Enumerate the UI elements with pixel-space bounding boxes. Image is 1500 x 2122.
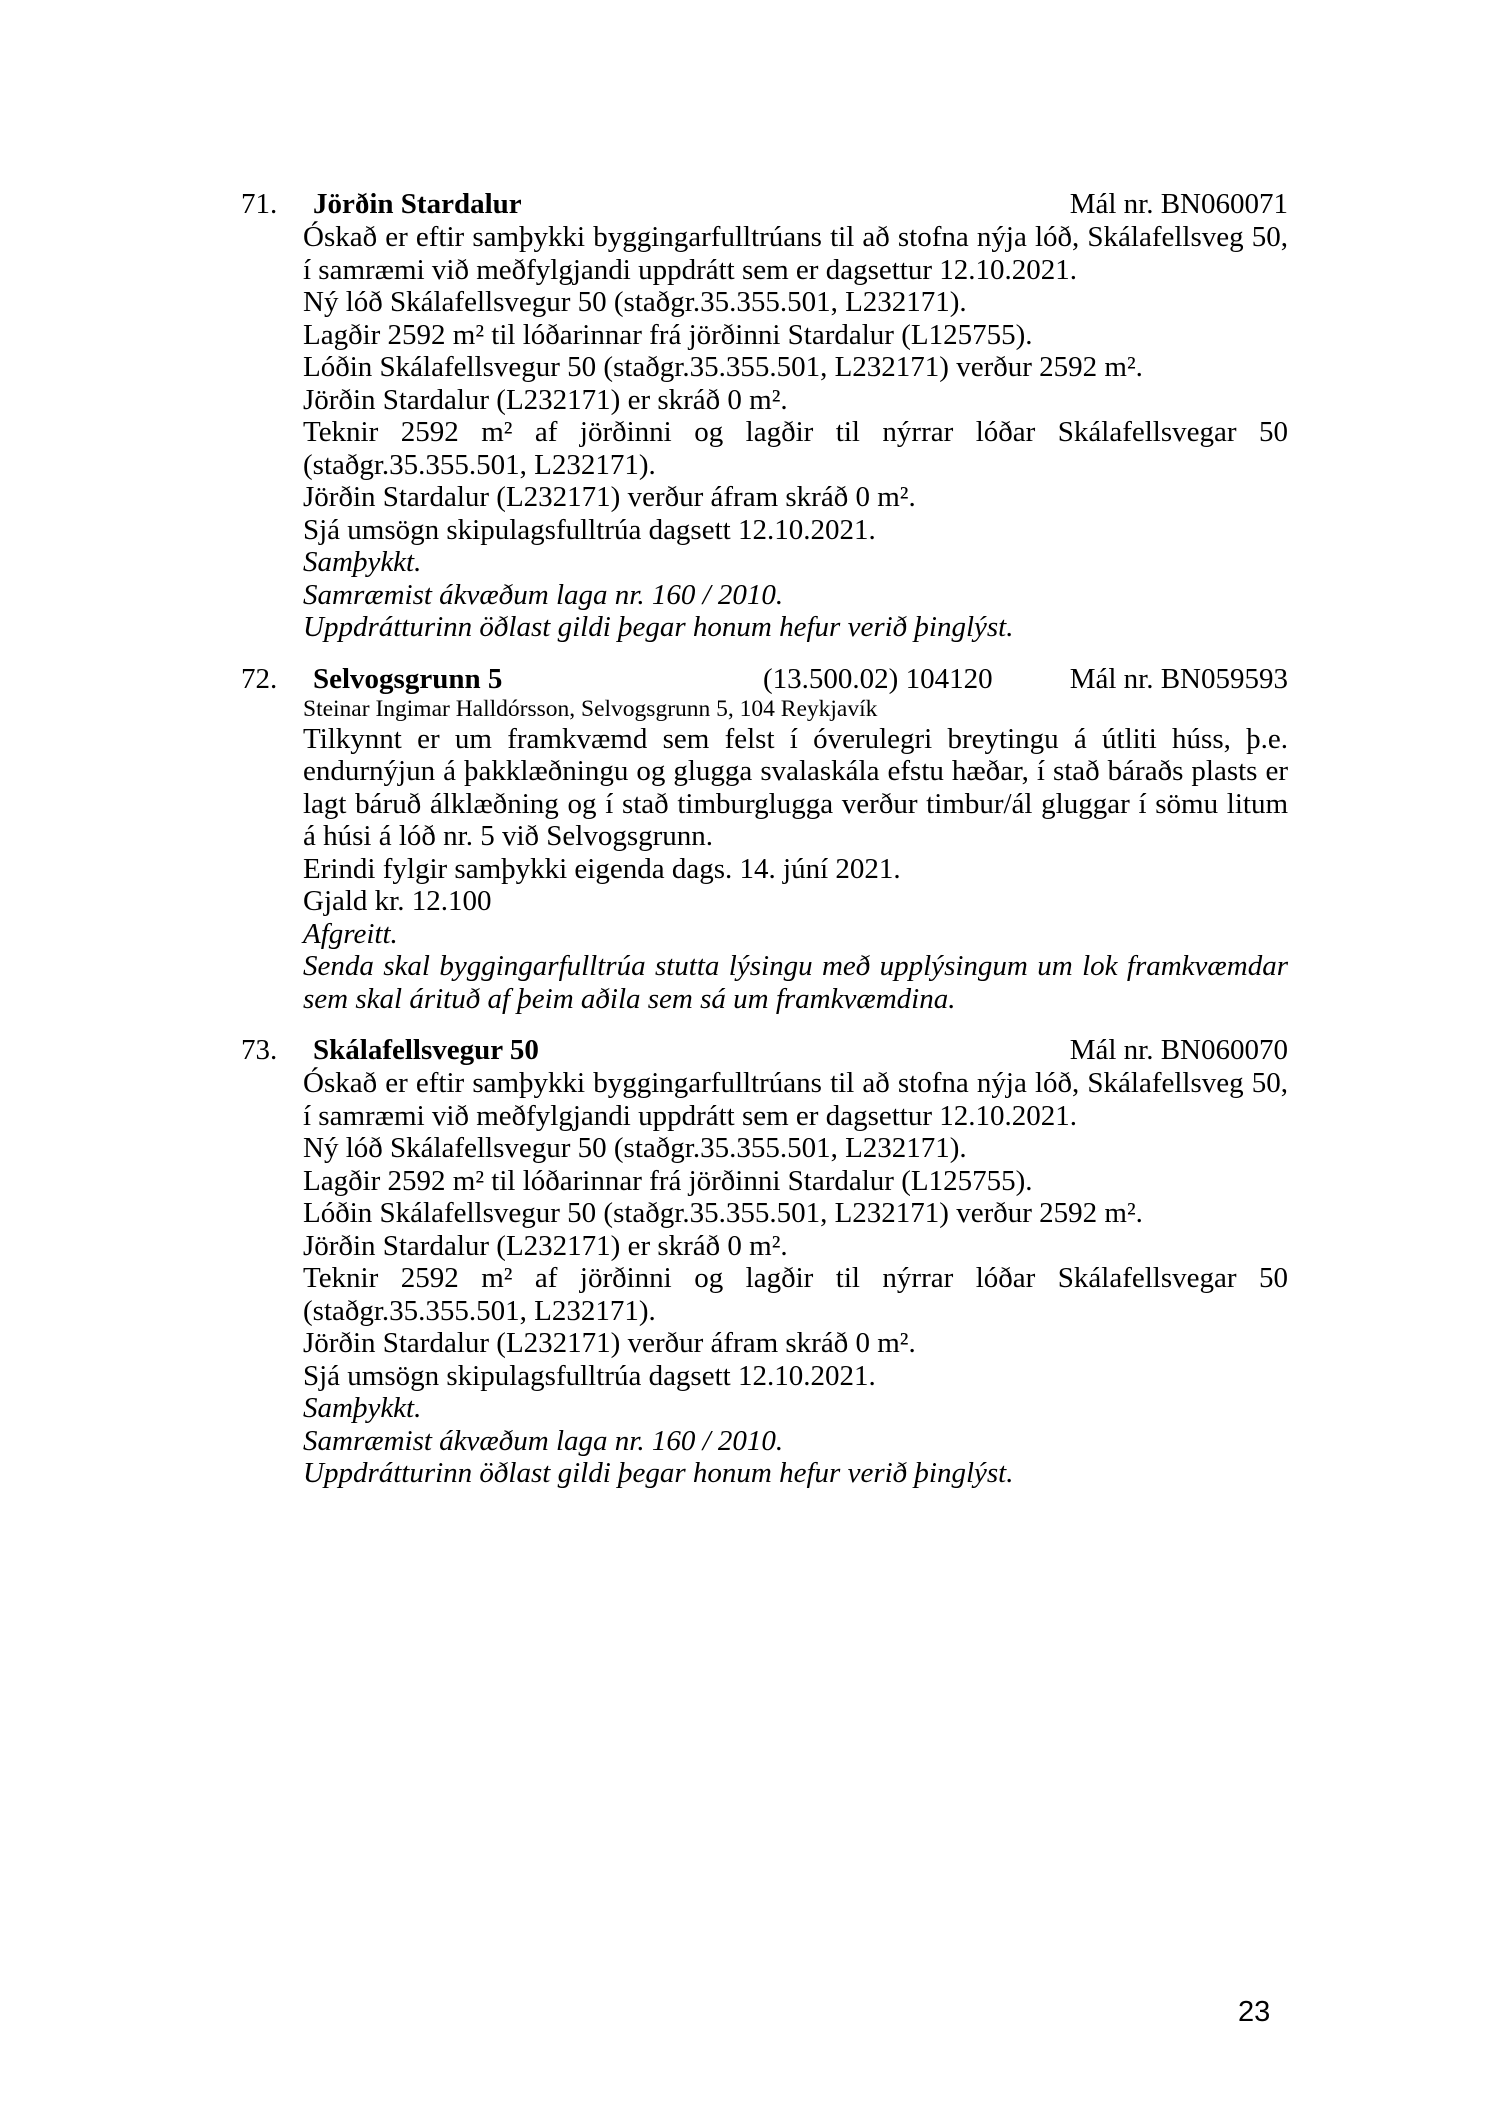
agenda-item-body bbox=[303, 1067, 1288, 1490]
agenda-item-body bbox=[303, 696, 1288, 1016]
agenda-item-paragraph: Tilkynnt er um framkvæmd sem felst í óverulegri breytingu á útliti húss, þ.e. endurnýjun á þakklæðningu og glugga svalaskála efstu hæðar, í stað báraðs plasts er lagt báruð álklæðning og í stað timburglugga verður timbur/ál gluggar í sömu litum á húsi á lóð nr. 5 við Selvogsgrunn. bbox=[303, 722, 1288, 852]
agenda-item-case-number: Mál nr. BN060071 bbox=[1069, 188, 1288, 220]
agenda-item-paragraph: Jörðin Stardalur (L232171) verður áfram skráð 0 m². bbox=[303, 481, 916, 513]
agenda-item-body bbox=[303, 221, 1288, 644]
agenda-item-paragraph: Sjá umsögn skipulagsfulltrúa dagsett 12.10.2021. bbox=[303, 513, 876, 546]
agenda-item-paragraph: Lóðin Skálafellsvegur 50 (staðgr.35.355.501, L232171) verður 2592 m². bbox=[303, 1197, 1143, 1229]
agenda-item bbox=[241, 663, 1288, 1016]
agenda-item-paragraph: Senda skal byggingarfulltrúa stutta lýsingu með upplýsingum um lok framkvæmdar sem skal árituð af þeim aðila sem sá um framkvæmdina. bbox=[303, 950, 1288, 1015]
agenda-item-paragraph: Jörðin Stardalur (L232171) er skráð 0 m². bbox=[303, 383, 788, 416]
agenda-item-paragraph: Jörðin Stardalur (L232171) verður áfram skráð 0 m². bbox=[303, 1327, 916, 1359]
agenda-item-header bbox=[241, 1034, 1288, 1067]
agenda-item-planning-code: (13.500.02) 104120 bbox=[763, 662, 993, 695]
agenda-item-title: Skálafellsvegur 50 bbox=[313, 1034, 539, 1066]
agenda-item-paragraph: Teknir 2592 m² af jörðinni og lagðir til nýrrar lóðar Skálafellsvegar 50 (staðgr.35.355.501, L232171). bbox=[303, 1262, 1288, 1327]
agenda-item-paragraph: Óskað er eftir samþykki byggingarfulltrúans til að stofna nýja lóð, Skálafellsveg 50, í samræmi við meðfylgjandi uppdrátt sem er dagsettur 12.10.2021. bbox=[303, 1067, 1288, 1132]
agenda-item bbox=[241, 188, 1288, 644]
agenda-item-paragraph: Gjald kr. 12.100 bbox=[303, 885, 492, 917]
agenda-item-applicant: Steinar Ingimar Halldórsson, Selvogsgrunn 5, 104 Reykjavík bbox=[303, 695, 878, 722]
agenda-item-paragraph: Lóðin Skálafellsvegur 50 (staðgr.35.355.501, L232171) verður 2592 m². bbox=[303, 351, 1143, 383]
agenda-item-paragraph: Lagðir 2592 m² til lóðarinnar frá jörðinni Stardalur (L125755). bbox=[303, 318, 1033, 351]
agenda-item-paragraph: Teknir 2592 m² af jörðinni og lagðir til nýrrar lóðar Skálafellsvegar 50 (staðgr.35.355.501, L232171). bbox=[303, 416, 1288, 481]
agenda-item-paragraph: Samþykkt. bbox=[303, 546, 422, 578]
agenda-item-paragraph: Lagðir 2592 m² til lóðarinnar frá jörðinni Stardalur (L125755). bbox=[303, 1164, 1033, 1197]
agenda-item-paragraph: Sjá umsögn skipulagsfulltrúa dagsett 12.10.2021. bbox=[303, 1359, 876, 1392]
agenda-item-paragraph: Samþykkt. bbox=[303, 1392, 422, 1424]
agenda-item-paragraph: Ný lóð Skálafellsvegur 50 (staðgr.35.355.501, L232171). bbox=[303, 286, 967, 318]
agenda-item-paragraph: Uppdrátturinn öðlast gildi þegar honum hefur verið þinglýst. bbox=[303, 611, 1014, 643]
agenda-item-header bbox=[241, 663, 1288, 696]
agenda-item-number: 71. bbox=[241, 188, 278, 220]
page-number: 23 bbox=[1238, 1996, 1271, 2028]
agenda-item-case-number: Mál nr. BN059593 bbox=[1069, 662, 1288, 695]
agenda-item-title: Selvogsgrunn 5 bbox=[313, 662, 503, 695]
agenda-item-paragraph: Erindi fylgir samþykki eigenda dags. 14. júní 2021. bbox=[303, 852, 901, 885]
agenda-item-case-number: Mál nr. BN060070 bbox=[1069, 1034, 1288, 1066]
agenda-item-paragraph: Ný lóð Skálafellsvegur 50 (staðgr.35.355.501, L232171). bbox=[303, 1132, 967, 1164]
agenda-item-number: 73. bbox=[241, 1034, 278, 1066]
agenda-item-number: 72. bbox=[241, 662, 278, 695]
agenda-items-list bbox=[241, 188, 1288, 1490]
agenda-item-paragraph: Samræmist ákvæðum laga nr. 160 / 2010. bbox=[303, 1424, 784, 1457]
agenda-item-paragraph: Afgreitt. bbox=[303, 917, 398, 950]
agenda-item-paragraph: Uppdrátturinn öðlast gildi þegar honum hefur verið þinglýst. bbox=[303, 1457, 1014, 1489]
agenda-item-paragraph: Jörðin Stardalur (L232171) er skráð 0 m². bbox=[303, 1229, 788, 1262]
agenda-item-paragraph: Óskað er eftir samþykki byggingarfulltrúans til að stofna nýja lóð, Skálafellsveg 50, í samræmi við meðfylgjandi uppdrátt sem er dagsettur 12.10.2021. bbox=[303, 221, 1288, 286]
agenda-item-header bbox=[241, 188, 1288, 221]
agenda-item-title: Jörðin Stardalur bbox=[313, 188, 522, 220]
agenda-item bbox=[241, 1034, 1288, 1490]
agenda-item-paragraph: Samræmist ákvæðum laga nr. 160 / 2010. bbox=[303, 578, 784, 611]
